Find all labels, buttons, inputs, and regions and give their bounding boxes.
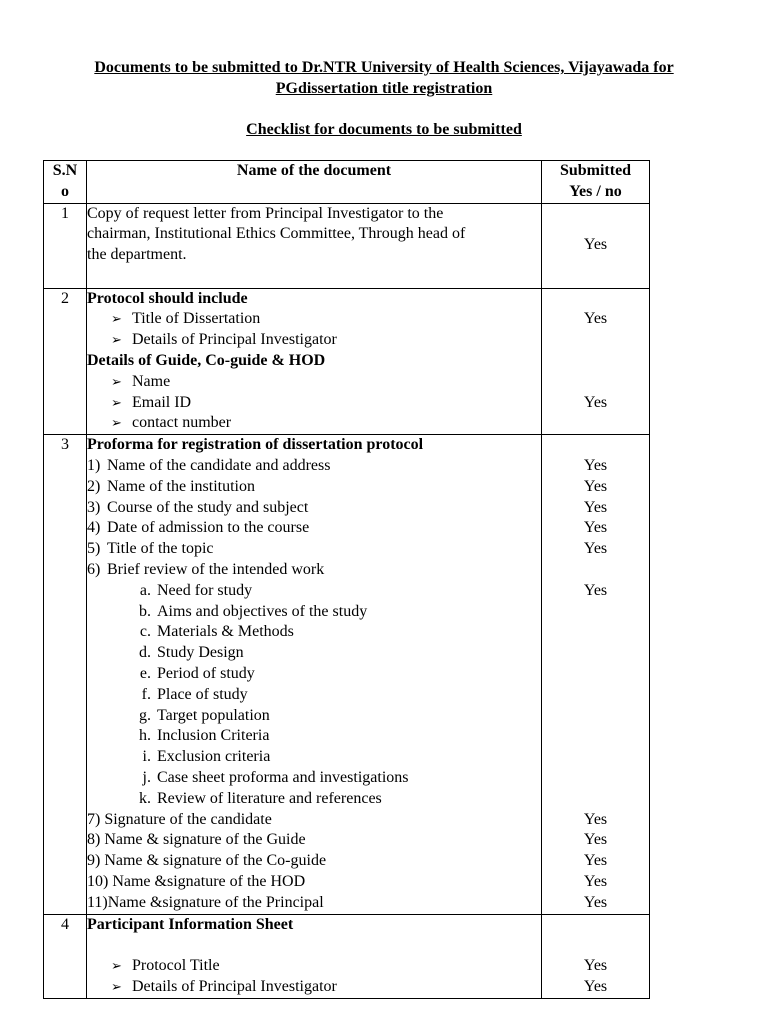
list-item: 8) Name & signature of the Guide xyxy=(87,831,306,849)
list-item: 7) Signature of the candidate xyxy=(87,810,272,828)
arrow-bullet-icon: ➢ xyxy=(111,332,122,348)
document-name-cell: Copy of request letter from Principal Investigator to the chairman, Institutional Ethics Committee, Through head of the department. xyxy=(87,203,542,288)
list-item: ➢ Email ID xyxy=(87,393,541,414)
list-item: 4) Date of admission to the course xyxy=(87,519,310,537)
list-item: g. Target population xyxy=(139,706,270,724)
row-number: 3 xyxy=(44,435,87,914)
list-item: 6) Brief review of the intended work xyxy=(87,560,325,578)
list-item: e. Period of study xyxy=(139,664,255,682)
submitted-cell: Yes Yes Yes Yes Yes Yes Yes Yes Yes Yes Yes xyxy=(542,435,650,914)
table-row xyxy=(44,435,650,914)
list-item: ➢ contact number xyxy=(87,413,541,434)
submitted-cell: Yes xyxy=(542,203,650,288)
list-item: 5) Title of the topic xyxy=(87,540,214,558)
document-title-line2: PGdissertation title registration xyxy=(275,80,493,97)
arrow-bullet-icon: ➢ xyxy=(111,311,122,327)
arrow-bullet-icon: ➢ xyxy=(111,415,122,431)
list-item: ➢ Title of Dissertation xyxy=(87,309,541,330)
arrow-bullet-icon: ➢ xyxy=(111,958,122,974)
table-header-row xyxy=(44,161,650,204)
list-item: ➢ Details of Principal Investigator xyxy=(87,977,541,998)
row-number: 2 xyxy=(44,288,87,435)
list-item: h. Inclusion Criteria xyxy=(139,727,270,745)
table-row xyxy=(44,914,650,998)
list-item: d. Study Design xyxy=(139,644,244,662)
table-row xyxy=(44,288,650,435)
list-item: ➢ Protocol Title xyxy=(87,956,541,977)
list-item: 2) Name of the institution xyxy=(87,477,255,495)
list-item: b. Aims and objectives of the study xyxy=(139,602,368,620)
list-item: ➢ Name xyxy=(87,372,541,393)
document-name-cell: Participant Information Sheet ➢ Protocol Title ➢ Details of Principal Investigator xyxy=(87,914,542,998)
document-title-line1: Documents to be submitted to Dr.NTR University of Health Sciences, Vijayawada for xyxy=(94,59,674,76)
list-item: ➢ Details of Principal Investigator xyxy=(87,330,541,351)
list-item: j. Case sheet proforma and investigations xyxy=(142,768,409,786)
header-submitted: Submitted Yes / no xyxy=(542,161,650,204)
document-name-cell: Proforma for registration of dissertation protocol 1) Name of the candidate and address 2) Name of the institution 3) Course of the study and subject 4) Date of admission to the course 5) Title of the topic 6) Brief review of the intended work a. Need for study b. Aims and objectives of the study c. Materials & Methods d. Study Design e. Period of study f. Place of study g. Target population h. Inclusion Criteria i. Exclusion criteria j. Case sheet proforma and investigations k. Review of literature and references 7) Signature of the candidate 8) Name & signature of the Guide 9) Name & signature of the Co-guide 10) Name &signature of the HOD 11)Name &signature of the Principal xyxy=(87,435,542,914)
checklist-table xyxy=(43,160,650,999)
list-item: 10) Name &signature of the HOD xyxy=(87,872,306,890)
row-number: 4 xyxy=(44,914,87,998)
list-item: 1) Name of the candidate and address xyxy=(87,456,331,474)
table-row xyxy=(44,203,650,288)
list-item: 9) Name & signature of the Co-guide xyxy=(87,852,327,870)
arrow-bullet-icon: ➢ xyxy=(111,373,122,389)
checklist-title: Checklist for documents to be submitted xyxy=(246,121,522,138)
list-item: 3) Course of the study and subject xyxy=(87,498,309,516)
list-item: k. Review of literature and references xyxy=(139,789,382,807)
list-item: f. Place of study xyxy=(141,685,248,703)
arrow-bullet-icon: ➢ xyxy=(111,978,122,994)
list-item: i. Exclusion criteria xyxy=(142,748,271,766)
row-number: 1 xyxy=(44,203,87,288)
list-item: a. Need for study xyxy=(139,581,253,599)
header-document-name: Name of the document xyxy=(87,161,542,204)
submitted-cell: Yes Yes xyxy=(542,288,650,435)
header-sno: S.N o xyxy=(44,161,87,204)
arrow-bullet-icon: ➢ xyxy=(111,394,122,410)
list-item: 11)Name &signature of the Principal xyxy=(87,893,324,911)
submitted-cell: Yes Yes xyxy=(542,914,650,998)
document-name-cell: Protocol should include ➢ Title of Dissertation ➢ Details of Principal Investigator Details of Guide, Co-guide & HOD ➢ Name ➢ Email ID ➢ contact number xyxy=(87,288,542,435)
list-item: c. Materials & Methods xyxy=(139,623,294,641)
